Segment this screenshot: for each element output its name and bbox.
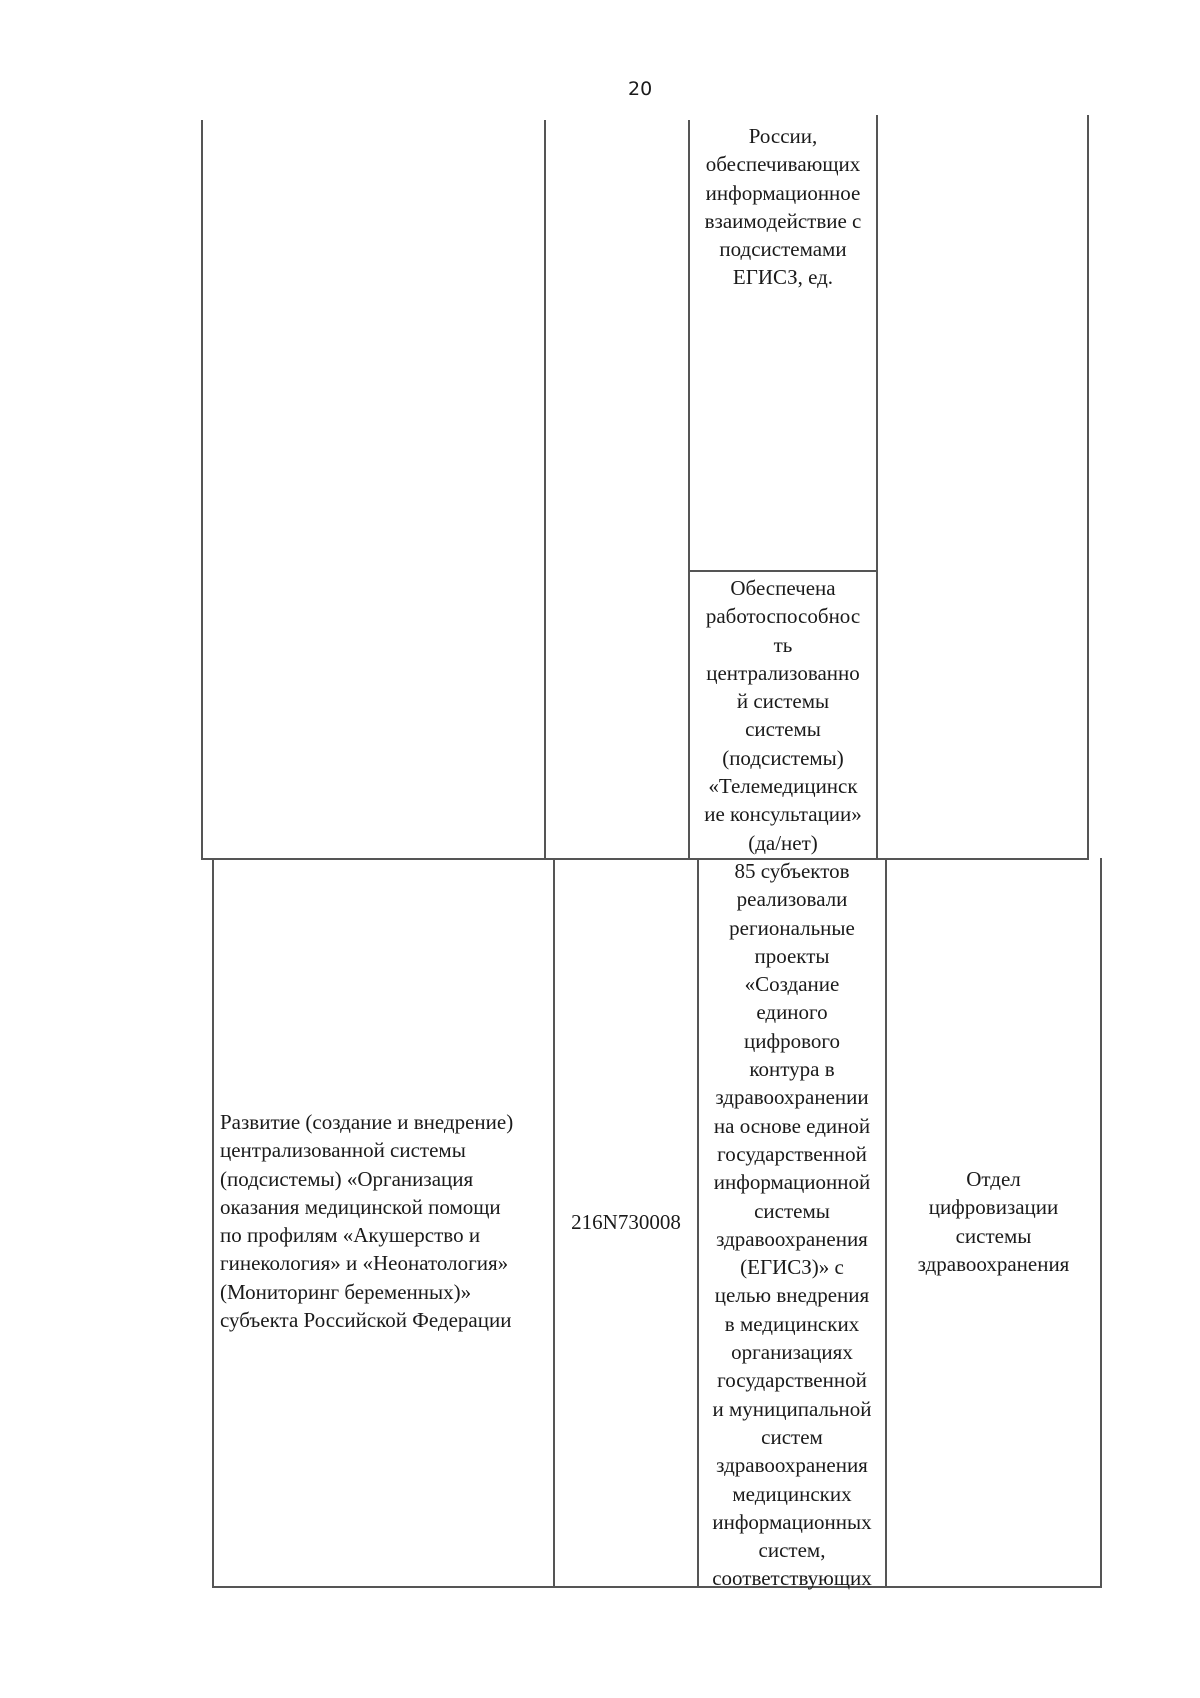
indicator-cell: Обеспечена работоспособнос ть централизованно й системы системы (подсистемы) «Телемедицинск ие консультации» (да/нет) [704, 576, 862, 855]
table-border [688, 570, 878, 572]
table-border [201, 858, 1089, 860]
table-border [212, 1586, 1102, 1588]
project-name-cell: Развитие (создание и внедрение) централизованной системы (подсистемы) «Организация оказания медицинской помощи по профилям «Акушерство и гинекология» и «Неонатология» (Мониторинг беременных)» субъекта Российской Федерации [220, 1110, 514, 1333]
page-number: 20 [628, 78, 653, 100]
table-border [544, 120, 546, 860]
responsible-cell: Отдел цифровизации системы здравоохранения [917, 1167, 1070, 1276]
indicator-cell: России, обеспечивающих информационное взаимодействие с подсистемами ЕГИСЗ, ед. [704, 124, 862, 290]
table-border [201, 120, 203, 860]
table-border [1100, 858, 1102, 1588]
table-border [212, 858, 214, 1588]
project-code-cell: 216N730008 [571, 1210, 681, 1234]
table-border [1087, 115, 1089, 860]
indicator-cell: 85 субъектов реализовали региональные проекты «Создание единого цифрового контура в здравоохранении на основе единой государственной информационной системы здравоохранения (ЕГИСЗ)» с целью внедрения в медицинских организациях государственной и муниципальной систем здравоохранения медицинских информационных систем, соответствующих [712, 859, 872, 1591]
table-border [876, 115, 878, 860]
